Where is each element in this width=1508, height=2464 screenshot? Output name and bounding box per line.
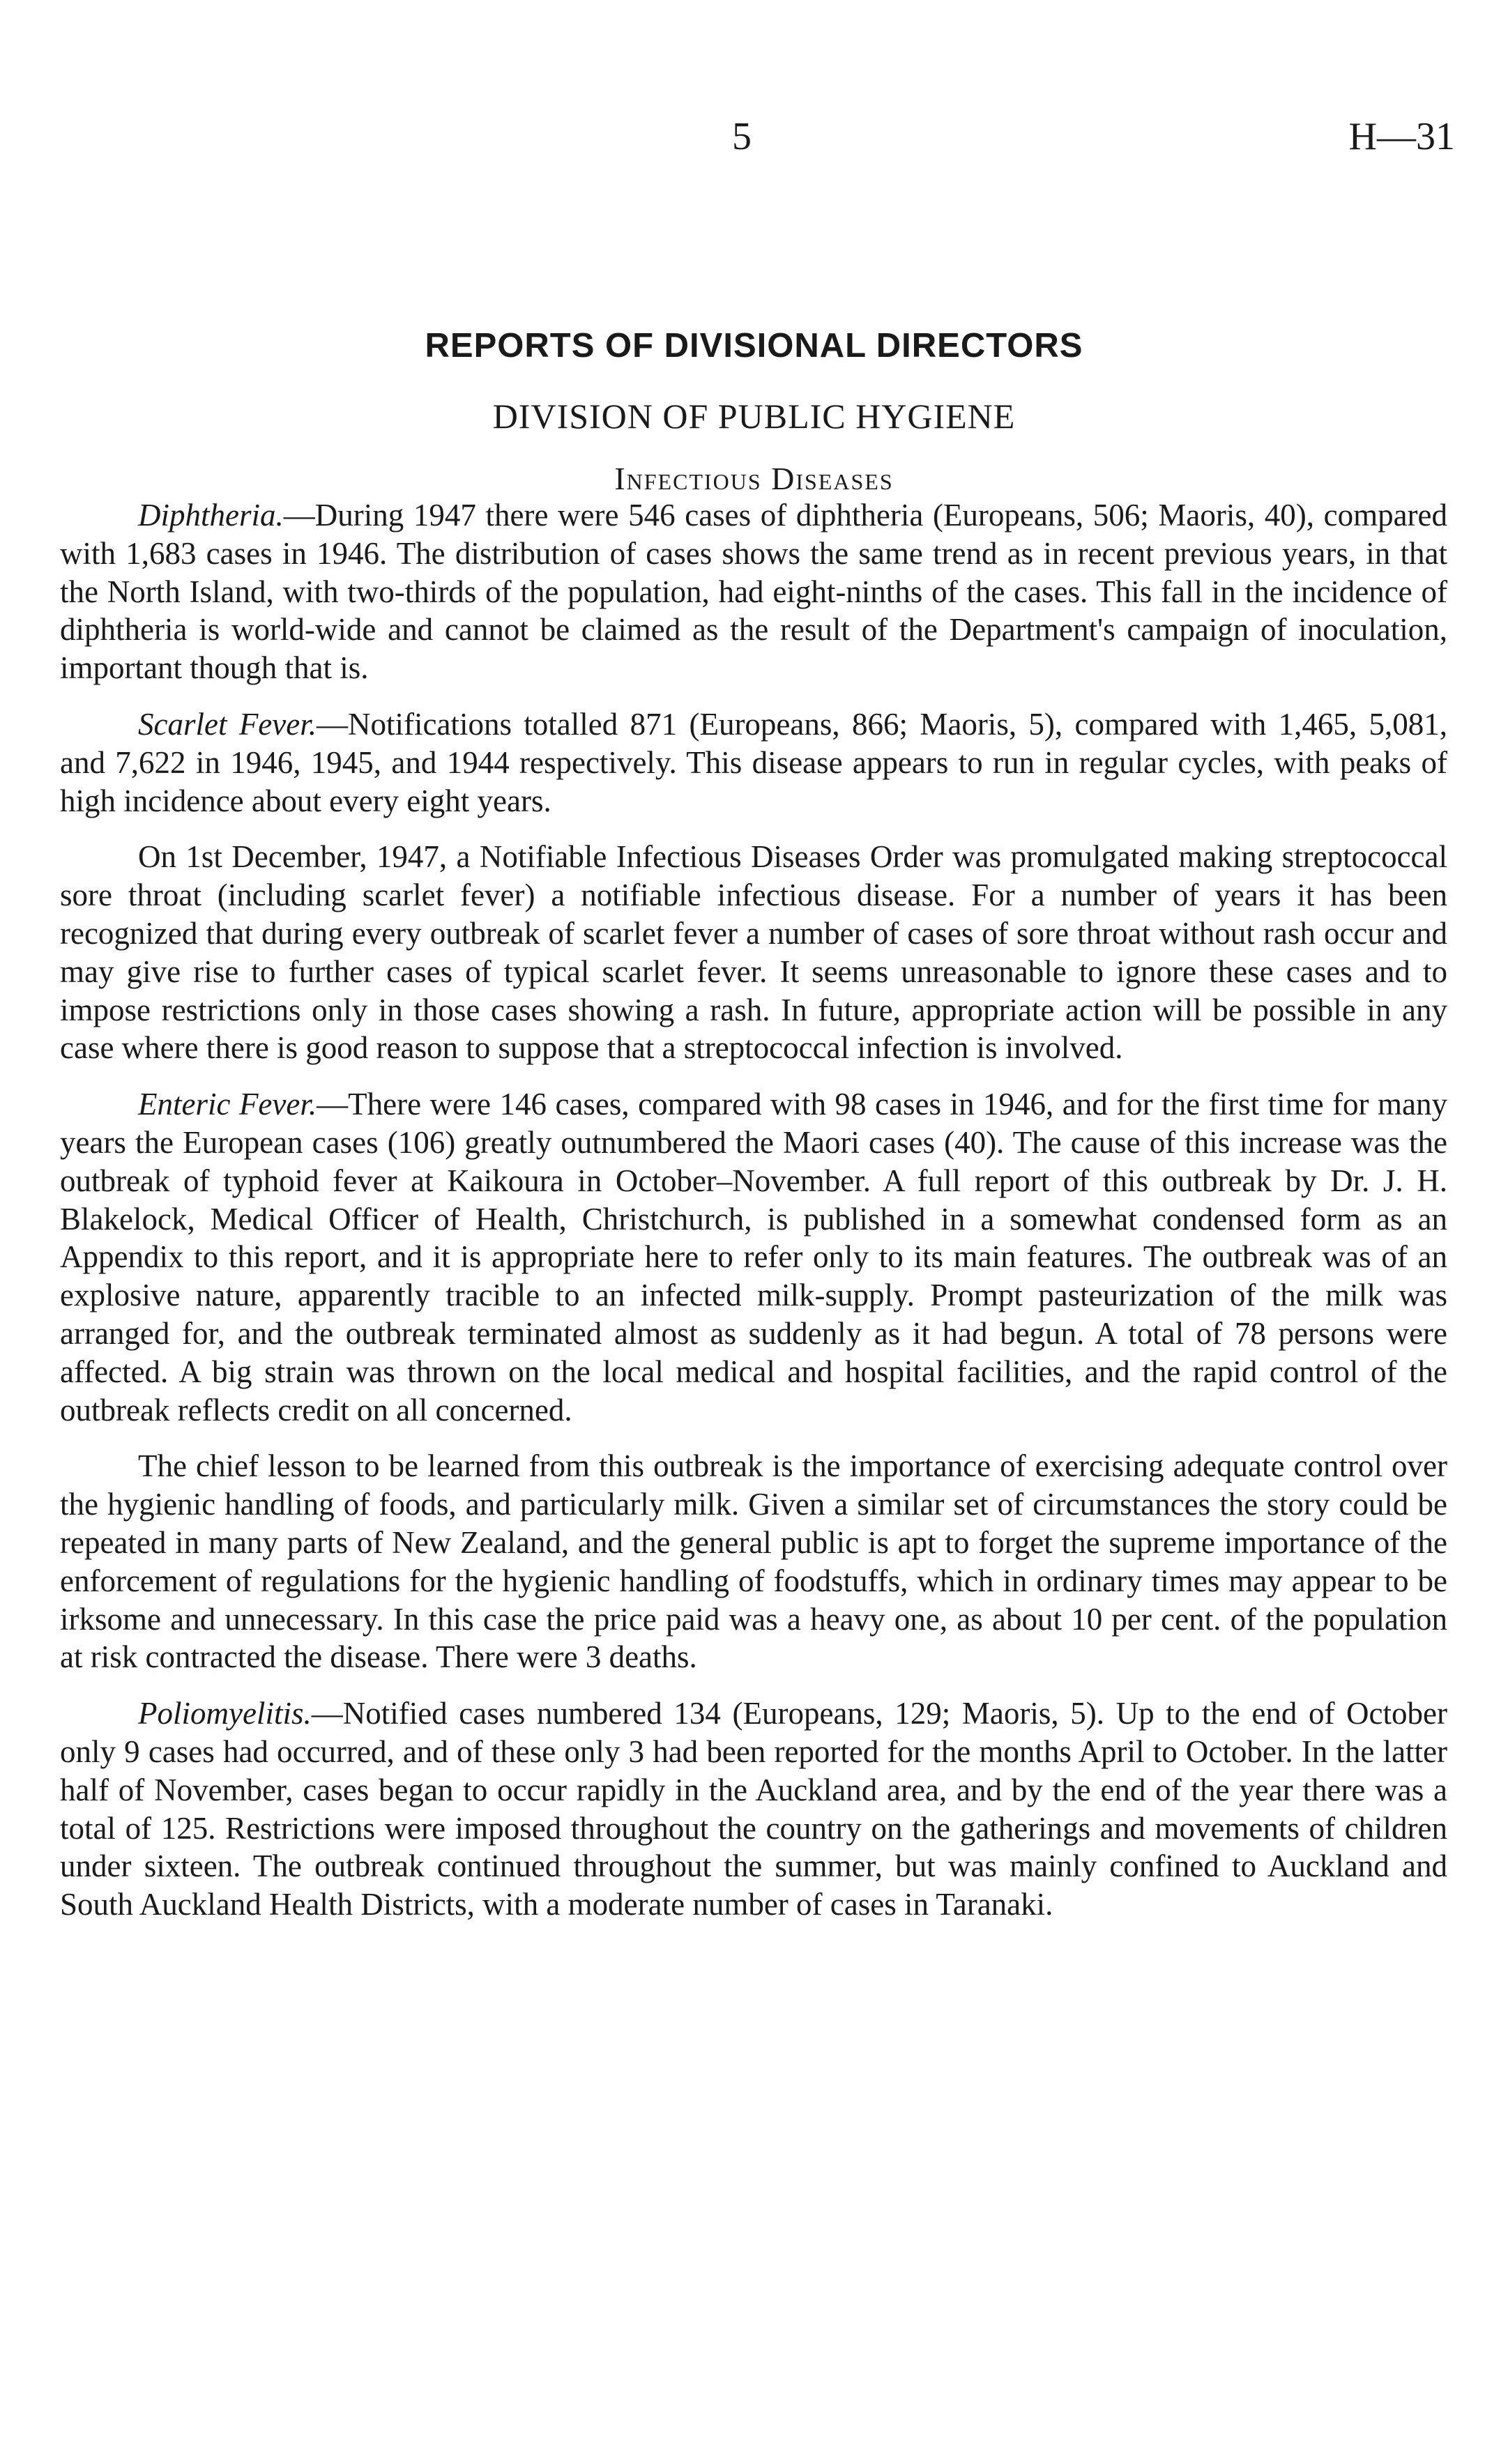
main-heading: REPORTS OF DIVISIONAL DIRECTORS xyxy=(425,327,1083,365)
paragraph-text: The chief lesson to be learned from this outbreak is the importance of exercising adequate control over the hygienic handling of foods, and particularly milk. Given a similar set of circumstances the story could be repeated in many parts of New Zealand, and the general public is apt to forget the supreme importance of the enforcement of regulations for the hygienic handling of foodstuffs, which in ordinary times may appear to be irksome and unnecessary. In this case the price paid was a heavy one, as about 10 per cent. of the population at risk contracted the disease. There were 3 deaths. xyxy=(60,1448,1447,1675)
division-heading: DIVISION OF PUBLIC HYGIENE xyxy=(492,397,1016,436)
paragraph-lead: Enteric Fever. xyxy=(138,1087,317,1122)
paragraph-poliomyelitis xyxy=(60,1694,1447,1924)
paragraph-lead: Diphtheria. xyxy=(138,498,284,533)
paragraph-text: —During 1947 there were 546 cases of diphtheria (Europeans, 506; Maoris, 40), compared with 1,683 cases in 1946. The distribution of cases shows the same trend as in recent previous years, in that the North Island, with two-thirds of the population, had eight-ninths of the cases. This fall in the incidence of diphtheria is world-wide and cannot be claimed as the result of the Department's campaign of inoculation, important though that is. xyxy=(60,498,1447,686)
paragraph-text: —Notifications totalled 871 (Europeans, 866; Maoris, 5), compared with 1,465, 5,081, and 7,622 in 1946, 1945, and 1944 respectively. This disease appears to run in regular cycles, with peaks of high incidence about every eight years. xyxy=(60,706,1447,818)
paragraph-chief-lesson xyxy=(60,1447,1447,1676)
paragraph-notifiable-order xyxy=(60,838,1447,1067)
paragraph-diphtheria xyxy=(60,496,1447,687)
paragraph-lead: Scarlet Fever. xyxy=(138,706,317,742)
document-code: H—31 xyxy=(1348,115,1455,158)
paragraph-text: —Notified cases numbered 134 (Europeans, 129; Maoris, 5). Up to the end of October only 9 cases had occurred, and of these only 3 had been reported for the months April to October. In the latter half of November, cases began to occur rapidly in the Auckland area, and by the end of the year there was a total of 125. Restrictions were imposed throughout the country on the gatherings and movements of children under sixteen. The outbreak continued throughout the summer, but was mainly confined to Auckland and South Auckland Health Districts, with a moderate number of cases in Taranaki. xyxy=(60,1696,1447,1922)
section-heading: Infectious Diseases xyxy=(614,461,894,496)
paragraph-text: On 1st December, 1947, a Notifiable Infectious Diseases Order was promulgated making streptococcal sore throat (including scarlet fever) a notifiable infectious disease. For a number of years it has been recognized that during every outbreak of scarlet fever a number of cases of sore throat without rash occur and may give rise to further cases of typical scarlet fever. It seems unreasonable to ignore these cases and to impose restrictions only in those cases showing a rash. In future, appropriate action will be possible in any case where there is good reason to suppose that a streptococcal infection is involved. xyxy=(60,839,1447,1066)
paragraph-scarlet-fever xyxy=(60,705,1447,820)
page-number: 5 xyxy=(732,115,752,158)
paragraph-text: —There were 146 cases, compared with 98 cases in 1946, and for the first time for many years the European cases (106) greatly outnumbered the Maori cases (40). The cause of this increase was the outbreak of typhoid fever at Kaikoura in October–November. A full report of this outbreak by Dr. J. H. Blakelock, Medical Officer of Health, Christchurch, is published in a somewhat condensed form as an Appendix to this report, and it is appropriate here to refer only to its main features. The outbreak was of an explosive nature, apparently tracible to an infected milk-supply. Prompt pasteurization of the milk was arranged for, and the outbreak terminated almost as suddenly as it had begun. A total of 78 persons were affected. A big strain was thrown on the local medical and hospital facilities, and the rapid control of the outbreak reflects credit on all concerned. xyxy=(60,1087,1448,1428)
paragraph-lead: Poliomyelitis. xyxy=(138,1696,312,1731)
report-body xyxy=(60,496,1447,1942)
paragraph-enteric-fever xyxy=(60,1085,1447,1429)
